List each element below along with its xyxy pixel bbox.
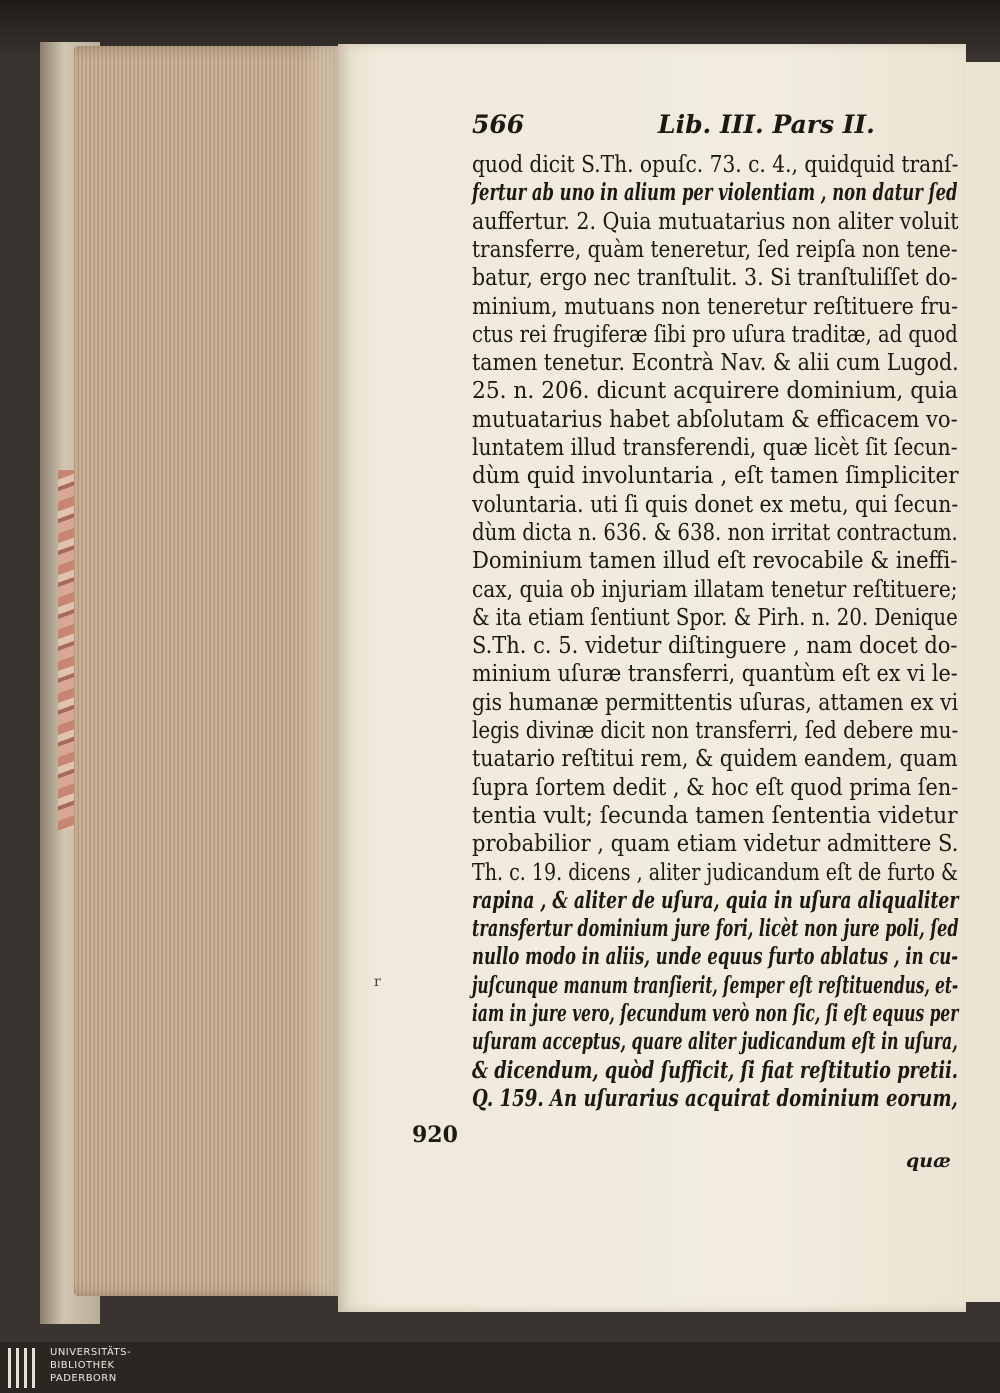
text-line: Th. c. 19. dicens , aliter judicandum eſt de furto & bbox=[472, 857, 958, 886]
text-line: transfertur dominium jure fori, licèt non jure poli, ſed bbox=[472, 914, 959, 943]
text-line: dùm dicta n. 636. & 638. non irritat contractum. bbox=[472, 517, 958, 546]
text-line: gis humanæ permittentis uſuras, attamen ex vi bbox=[472, 687, 959, 716]
text-line: uſuram acceptus, quare aliter judicandum eſt in uſura, bbox=[472, 1027, 958, 1056]
margin-number: 920 bbox=[412, 1122, 458, 1148]
text-line: legis divinæ dicit non transferri, ſed debere mu- bbox=[472, 716, 959, 744]
text-line: quod dicit S.Th. opuſc. 73. c. 4., quidquid tranſ- bbox=[472, 150, 959, 178]
running-head bbox=[472, 110, 875, 146]
text-line: mutuatarius habet abſolutam & efficacem vo- bbox=[472, 404, 958, 433]
text-line: dùm quid involuntaria , eſt tamen ſimpliciter bbox=[472, 461, 959, 490]
text-line: auffertur. 2. Quia mutuatarius non aliter voluit bbox=[472, 206, 959, 235]
library-name-line3: PADERBORN bbox=[50, 1373, 117, 1384]
text-line: ctus rei frugiferæ ſibi pro uſura traditæ, ad quod bbox=[472, 319, 958, 348]
text-line: batur, ergo nec tranſtulit. 3. Si tranſtuliſſet do- bbox=[472, 263, 958, 292]
text-line: 25. n. 206. dicunt acquirere dominium, quia bbox=[472, 376, 958, 405]
library-logo-icon bbox=[6, 1348, 42, 1388]
text-line: & dicendum, quòd ſufficit, ſi fiat reſtitutio pretii. bbox=[472, 1055, 958, 1084]
marginal-mark: r bbox=[374, 974, 381, 990]
text-line: minium uſuræ transferri, quantùm eſt ex vi le- bbox=[472, 659, 958, 688]
text-line: ſupra ſortem dedit , & hoc eſt quod prima ſen- bbox=[472, 772, 959, 801]
text-line: iam in jure vero, ſecundum verò non ſic, ſi eſt equus per bbox=[472, 999, 959, 1027]
text-line: juſcunque manum tranſierit, ſemper eſt reſtituendus, et- bbox=[472, 970, 959, 999]
text-line: cax, quia ob injuriam illatam tenetur reſtituere; bbox=[472, 574, 958, 603]
text-line: tentia vult; ſecunda tamen ſententia videtur bbox=[472, 800, 958, 829]
text-line: nullo modo in aliis, unde equus furto ablatus , in cu- bbox=[472, 942, 959, 971]
library-footer bbox=[0, 1342, 1000, 1393]
facing-page-edge bbox=[962, 62, 1000, 1302]
text-line: Q. 159. An uſurarius acquirat dominium eorum, bbox=[472, 1083, 958, 1112]
text-line: & ita etiam ſentiunt Spor. & Pirh. n. 20. Denique bbox=[472, 602, 958, 631]
text-line: tuatario reſtitui rem, & quidem eandem, quam bbox=[472, 744, 958, 773]
text-line: rapina , & aliter de uſura, quia in uſura aliqualiter bbox=[472, 885, 959, 914]
library-name-line1: UNIVERSITÄTS- bbox=[50, 1347, 132, 1358]
text-line: transferre, quàm teneretur, ſed reipſa non tene- bbox=[472, 234, 958, 263]
book-part-title: Lib. III. Pars II. bbox=[658, 110, 875, 139]
text-line: voluntaria. uti ſi quis donet ex metu, qui ſecun- bbox=[472, 489, 959, 518]
text-line: probabilior , quam etiam videtur admittere S. bbox=[472, 829, 959, 858]
text-line: S.Th. c. 5. videtur diſtinguere , nam docet do- bbox=[472, 631, 958, 660]
text-line: Dominium tamen illud eſt revocabile & ineffi- bbox=[472, 546, 958, 575]
page-number: 566 bbox=[472, 110, 525, 139]
library-name-line2: BIBLIOTHEK bbox=[50, 1360, 115, 1371]
text-line: tamen tenetur. Econtrà Nav. & alii cum Lugod. bbox=[472, 348, 959, 377]
text-line: minium, mutuans non teneretur reſtituere fru- bbox=[472, 291, 959, 320]
catchword: quæ bbox=[906, 1150, 951, 1172]
page-edge-fade bbox=[300, 46, 342, 1296]
text-line: luntatem illud transferendi, quæ licèt ſit ſecun- bbox=[472, 433, 958, 461]
text-line: fertur ab uno in alium per violentiam , non datur ſed bbox=[472, 178, 958, 207]
